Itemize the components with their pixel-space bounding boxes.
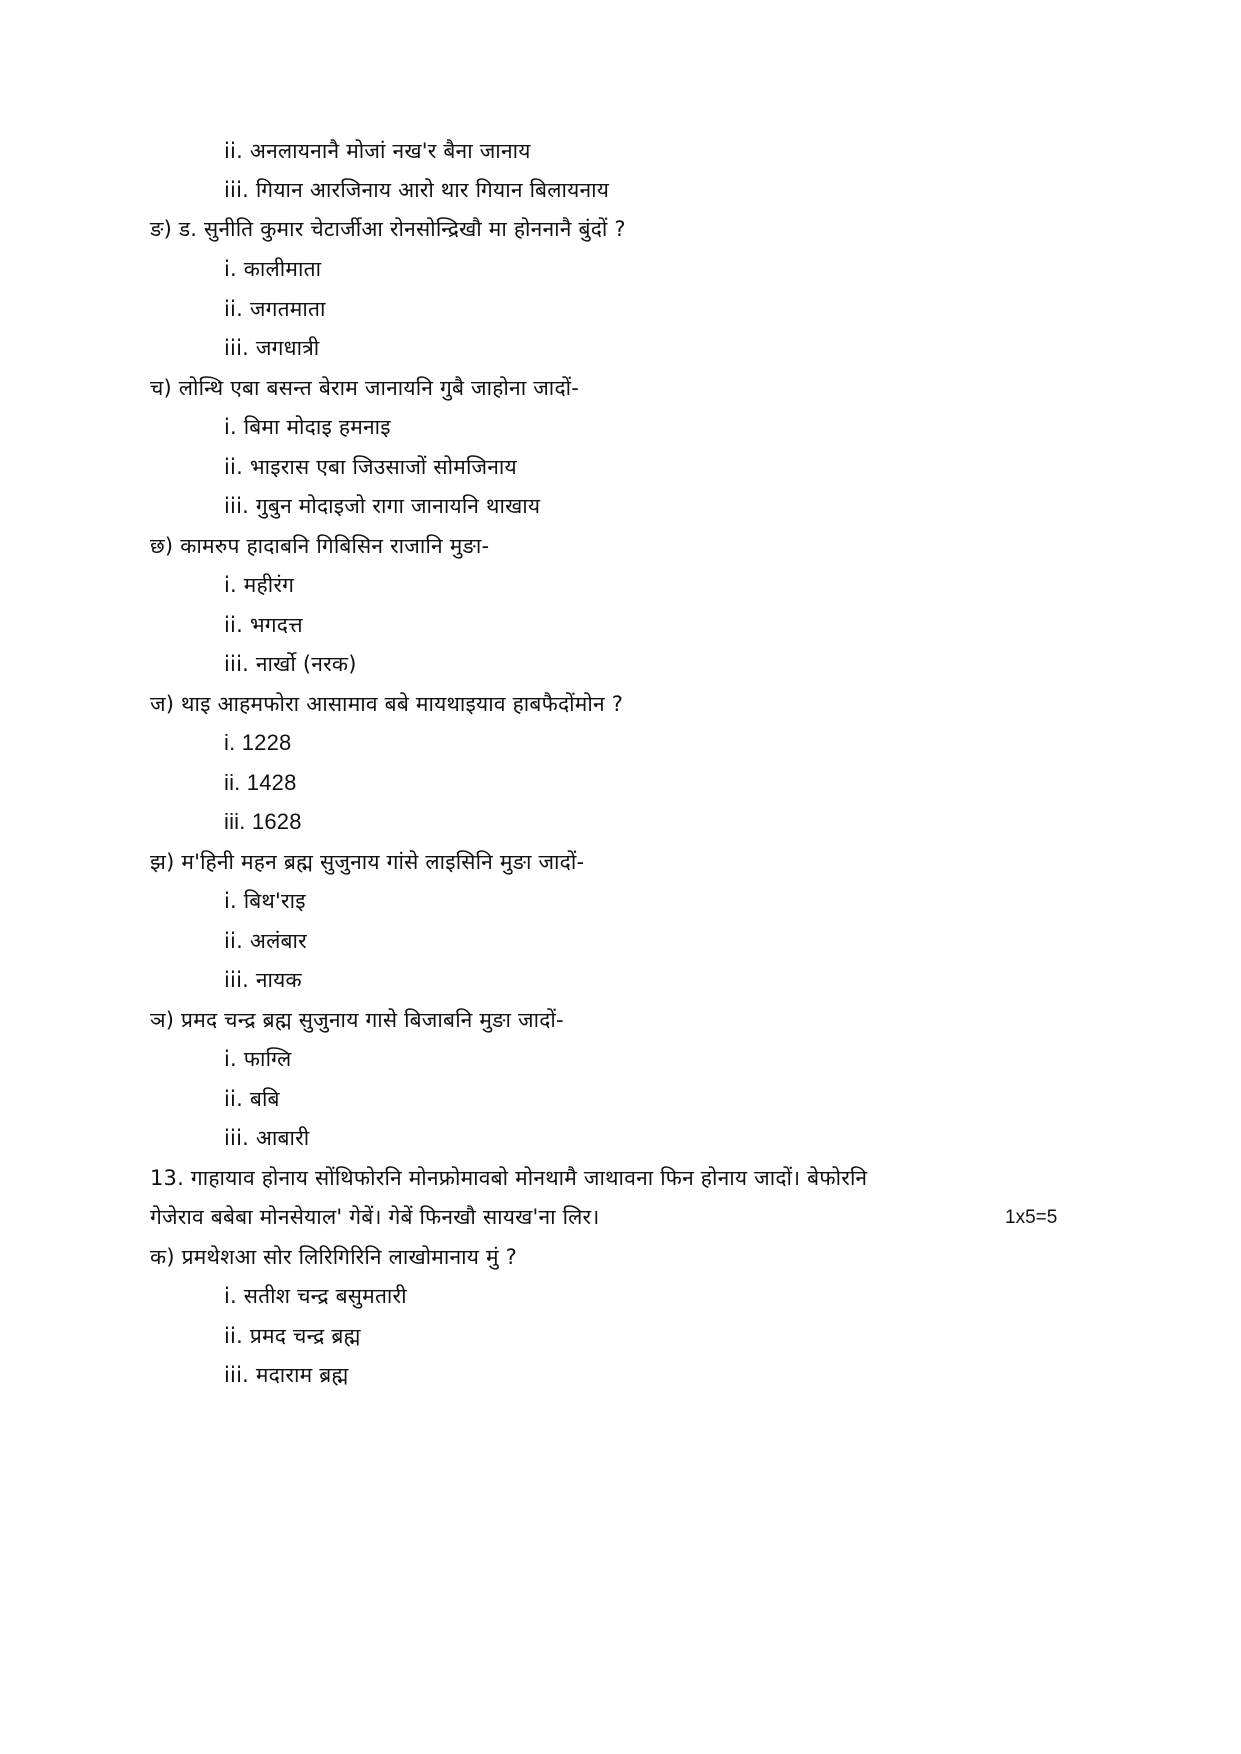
option-line: i. 1228: [224, 730, 292, 755]
marks-label: 1x5=5: [1005, 1207, 1058, 1228]
option-line: ii. 1428: [224, 770, 297, 795]
option-line: i. महीरंग: [224, 573, 295, 597]
option-line: i. बिमा मोदाइ हमनाइ: [224, 415, 391, 439]
option-line: iii. जगधात्री: [224, 336, 320, 360]
question-line: ज) थाइ आहमफोरा आसामाव बबे मायथाइयाव हाबफैदोंमोन ?: [150, 692, 624, 716]
option-line: iii. 1628: [224, 809, 302, 834]
option-line: ii. बबि: [224, 1087, 280, 1111]
option-line: iii. आबारी: [224, 1126, 310, 1150]
question-line: ञ) प्रमद चन्द्र ब्रह्म सुजुनाय गासे बिजाबनि मुङा जादों-: [150, 1008, 564, 1032]
question-line: झ) म'हिनी महन ब्रह्म सुजुनाय गांसे लाइसिनि मुङा जादों-: [150, 850, 585, 874]
option-line: i. कालीमाता: [224, 257, 322, 281]
question-heading: 13. गाहायाव होनाय सोंथिफोरनि मोनफ्रोमावबो मोनथामै जाथावना फिन होनाय जादों। बेफोरनि: [150, 1166, 868, 1190]
option-line: ii. भाइरास एबा जिउसाजों सोमजिनाय: [224, 455, 517, 479]
option-line: ii. अनलायनानै मोजां नख'र बैना जानाय: [224, 139, 531, 163]
question-line: छ) कामरुप हादाबनि गिबिसिन राजानि मुङा-: [150, 534, 490, 558]
option-line: iii. गुबुन मोदाइजो रागा जानायनि थाखाय: [224, 494, 541, 518]
option-line: i. फाग्लि: [224, 1047, 292, 1071]
option-line: i. सतीश चन्द्र बसुमतारी: [224, 1284, 407, 1308]
option-line: ii. अलंबार: [224, 929, 307, 953]
option-line: ii. जगतमाता: [224, 297, 326, 321]
question-line: च) लोन्थि एबा बसन्त बेराम जानायनि गुबै जाहोना जादों-: [150, 376, 580, 400]
option-line: iii. नार्खो (नरक): [224, 652, 357, 676]
option-line: iii. गियान आरजिनाय आरो थार गियान बिलायनाय: [224, 178, 610, 202]
question-line: क) प्रमथेशआ सोर लिरिगिरिनि लाखोमानाय मुं ?: [150, 1245, 518, 1269]
option-line: iii. मदाराम ब्रह्म: [224, 1363, 349, 1387]
question-line: ङ) ड. सुनीति कुमार चेटार्जीआ रोनसोन्द्रिखौ मा होननानै बुंदों ?: [150, 217, 626, 241]
option-line: i. बिथ'राइ: [224, 889, 306, 913]
option-line: iii. नायक: [224, 968, 302, 992]
option-line: ii. प्रमद चन्द्र ब्रह्म: [224, 1324, 361, 1348]
option-line: ii. भगदत्त: [224, 613, 303, 637]
question-heading: गेजेराव बबेबा मोनसेयाल' गेबें। गेबें फिनखौ सायख'ना लिर।: [150, 1205, 600, 1229]
